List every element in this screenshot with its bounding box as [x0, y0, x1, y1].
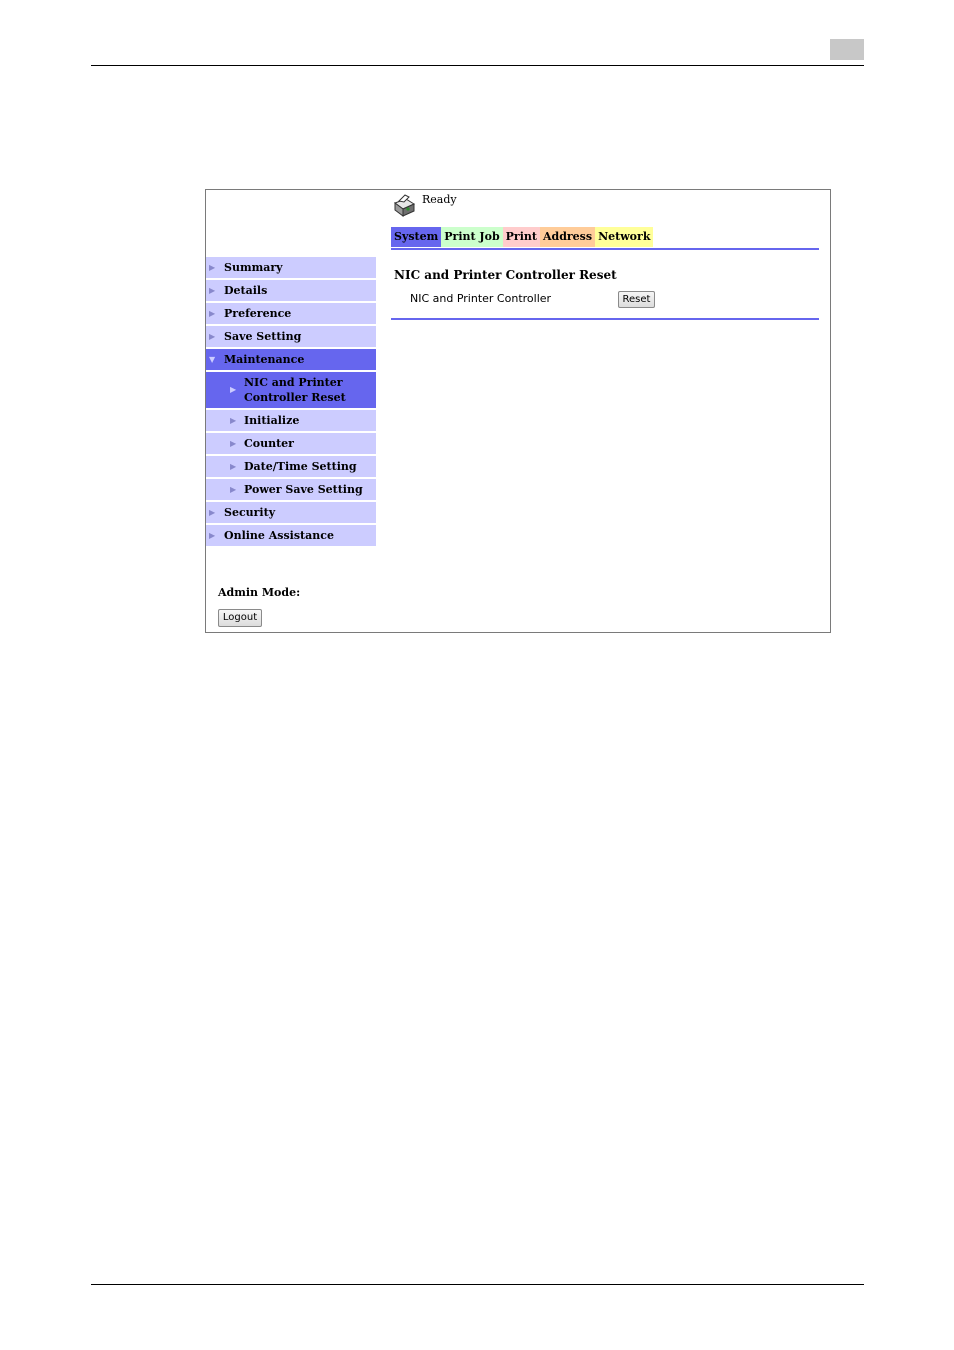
sidebar-item-security[interactable]: [206, 502, 376, 525]
tab-print-job[interactable]: Print Job: [441, 227, 502, 247]
arrow-right-icon: ▶: [230, 415, 237, 425]
tab-system[interactable]: System: [391, 227, 441, 247]
arrow-down-icon: ▼: [209, 354, 216, 364]
tab-network[interactable]: Network: [595, 227, 653, 247]
sidebar-item-label: Preference: [224, 307, 292, 320]
admin-mode-label: Admin Mode:: [218, 586, 301, 599]
arrow-right-icon: ▶: [230, 438, 237, 448]
arrow-right-icon: ▶: [209, 331, 216, 341]
section-title: NIC and Printer Controller Reset: [394, 268, 617, 282]
arrow-right-icon: ▶: [230, 384, 237, 394]
sidebar-item-label: Initialize: [244, 414, 300, 427]
page-header-rule: [91, 65, 864, 66]
sidebar-item-date-time-setting[interactable]: [206, 456, 376, 479]
arrow-right-icon: ▶: [230, 461, 237, 471]
sidebar-item-label: Online Assistance: [224, 529, 334, 542]
sidebar-item-summary[interactable]: [206, 257, 376, 280]
arrow-right-icon: ▶: [209, 530, 216, 540]
sidebar-item-label: Date/Time Setting: [244, 460, 357, 473]
sidebar-menu: [206, 257, 376, 548]
logout-button[interactable]: Logout: [218, 609, 262, 627]
sidebar-item-save-setting[interactable]: [206, 326, 376, 349]
arrow-right-icon: ▶: [209, 285, 216, 295]
sidebar-item-counter[interactable]: [206, 433, 376, 456]
sidebar-item-maintenance[interactable]: [206, 349, 376, 372]
arrow-right-icon: ▶: [230, 484, 237, 494]
arrow-right-icon: ▶: [209, 507, 216, 517]
sidebar-item-label: NIC and Printer Controller Reset: [244, 376, 346, 404]
sidebar-item-label: Power Save Setting: [244, 483, 363, 496]
sidebar-item-nic-reset[interactable]: [206, 372, 376, 410]
sidebar-item-power-save-setting[interactable]: [206, 479, 376, 502]
sidebar-item-label: Summary: [224, 261, 283, 274]
page-number-box: [830, 39, 864, 60]
tab-divider: [391, 248, 819, 250]
sidebar-item-label: Counter: [244, 437, 294, 450]
sidebar-item-online-assistance[interactable]: [206, 525, 376, 548]
sidebar-item-preference[interactable]: [206, 303, 376, 326]
browser-screenshot: [205, 189, 831, 633]
sidebar-item-label: Maintenance: [224, 353, 305, 366]
tab-print[interactable]: Print: [503, 227, 540, 247]
status-text: Ready: [422, 193, 457, 206]
tab-bar: [391, 227, 653, 247]
nic-controller-label: NIC and Printer Controller: [410, 292, 552, 305]
arrow-right-icon: ▶: [209, 262, 216, 272]
content-divider: [391, 318, 819, 320]
printer-icon: [392, 194, 416, 218]
sidebar-item-label: Details: [224, 284, 268, 297]
reset-button[interactable]: Reset: [618, 291, 655, 308]
sidebar-item-label: Security: [224, 506, 276, 519]
sidebar-item-details[interactable]: [206, 280, 376, 303]
tab-address[interactable]: Address: [540, 227, 595, 247]
sidebar-item-label: Save Setting: [224, 330, 302, 343]
sidebar-item-initialize[interactable]: [206, 410, 376, 433]
page-footer-rule: [91, 1284, 864, 1285]
arrow-right-icon: ▶: [209, 308, 216, 318]
